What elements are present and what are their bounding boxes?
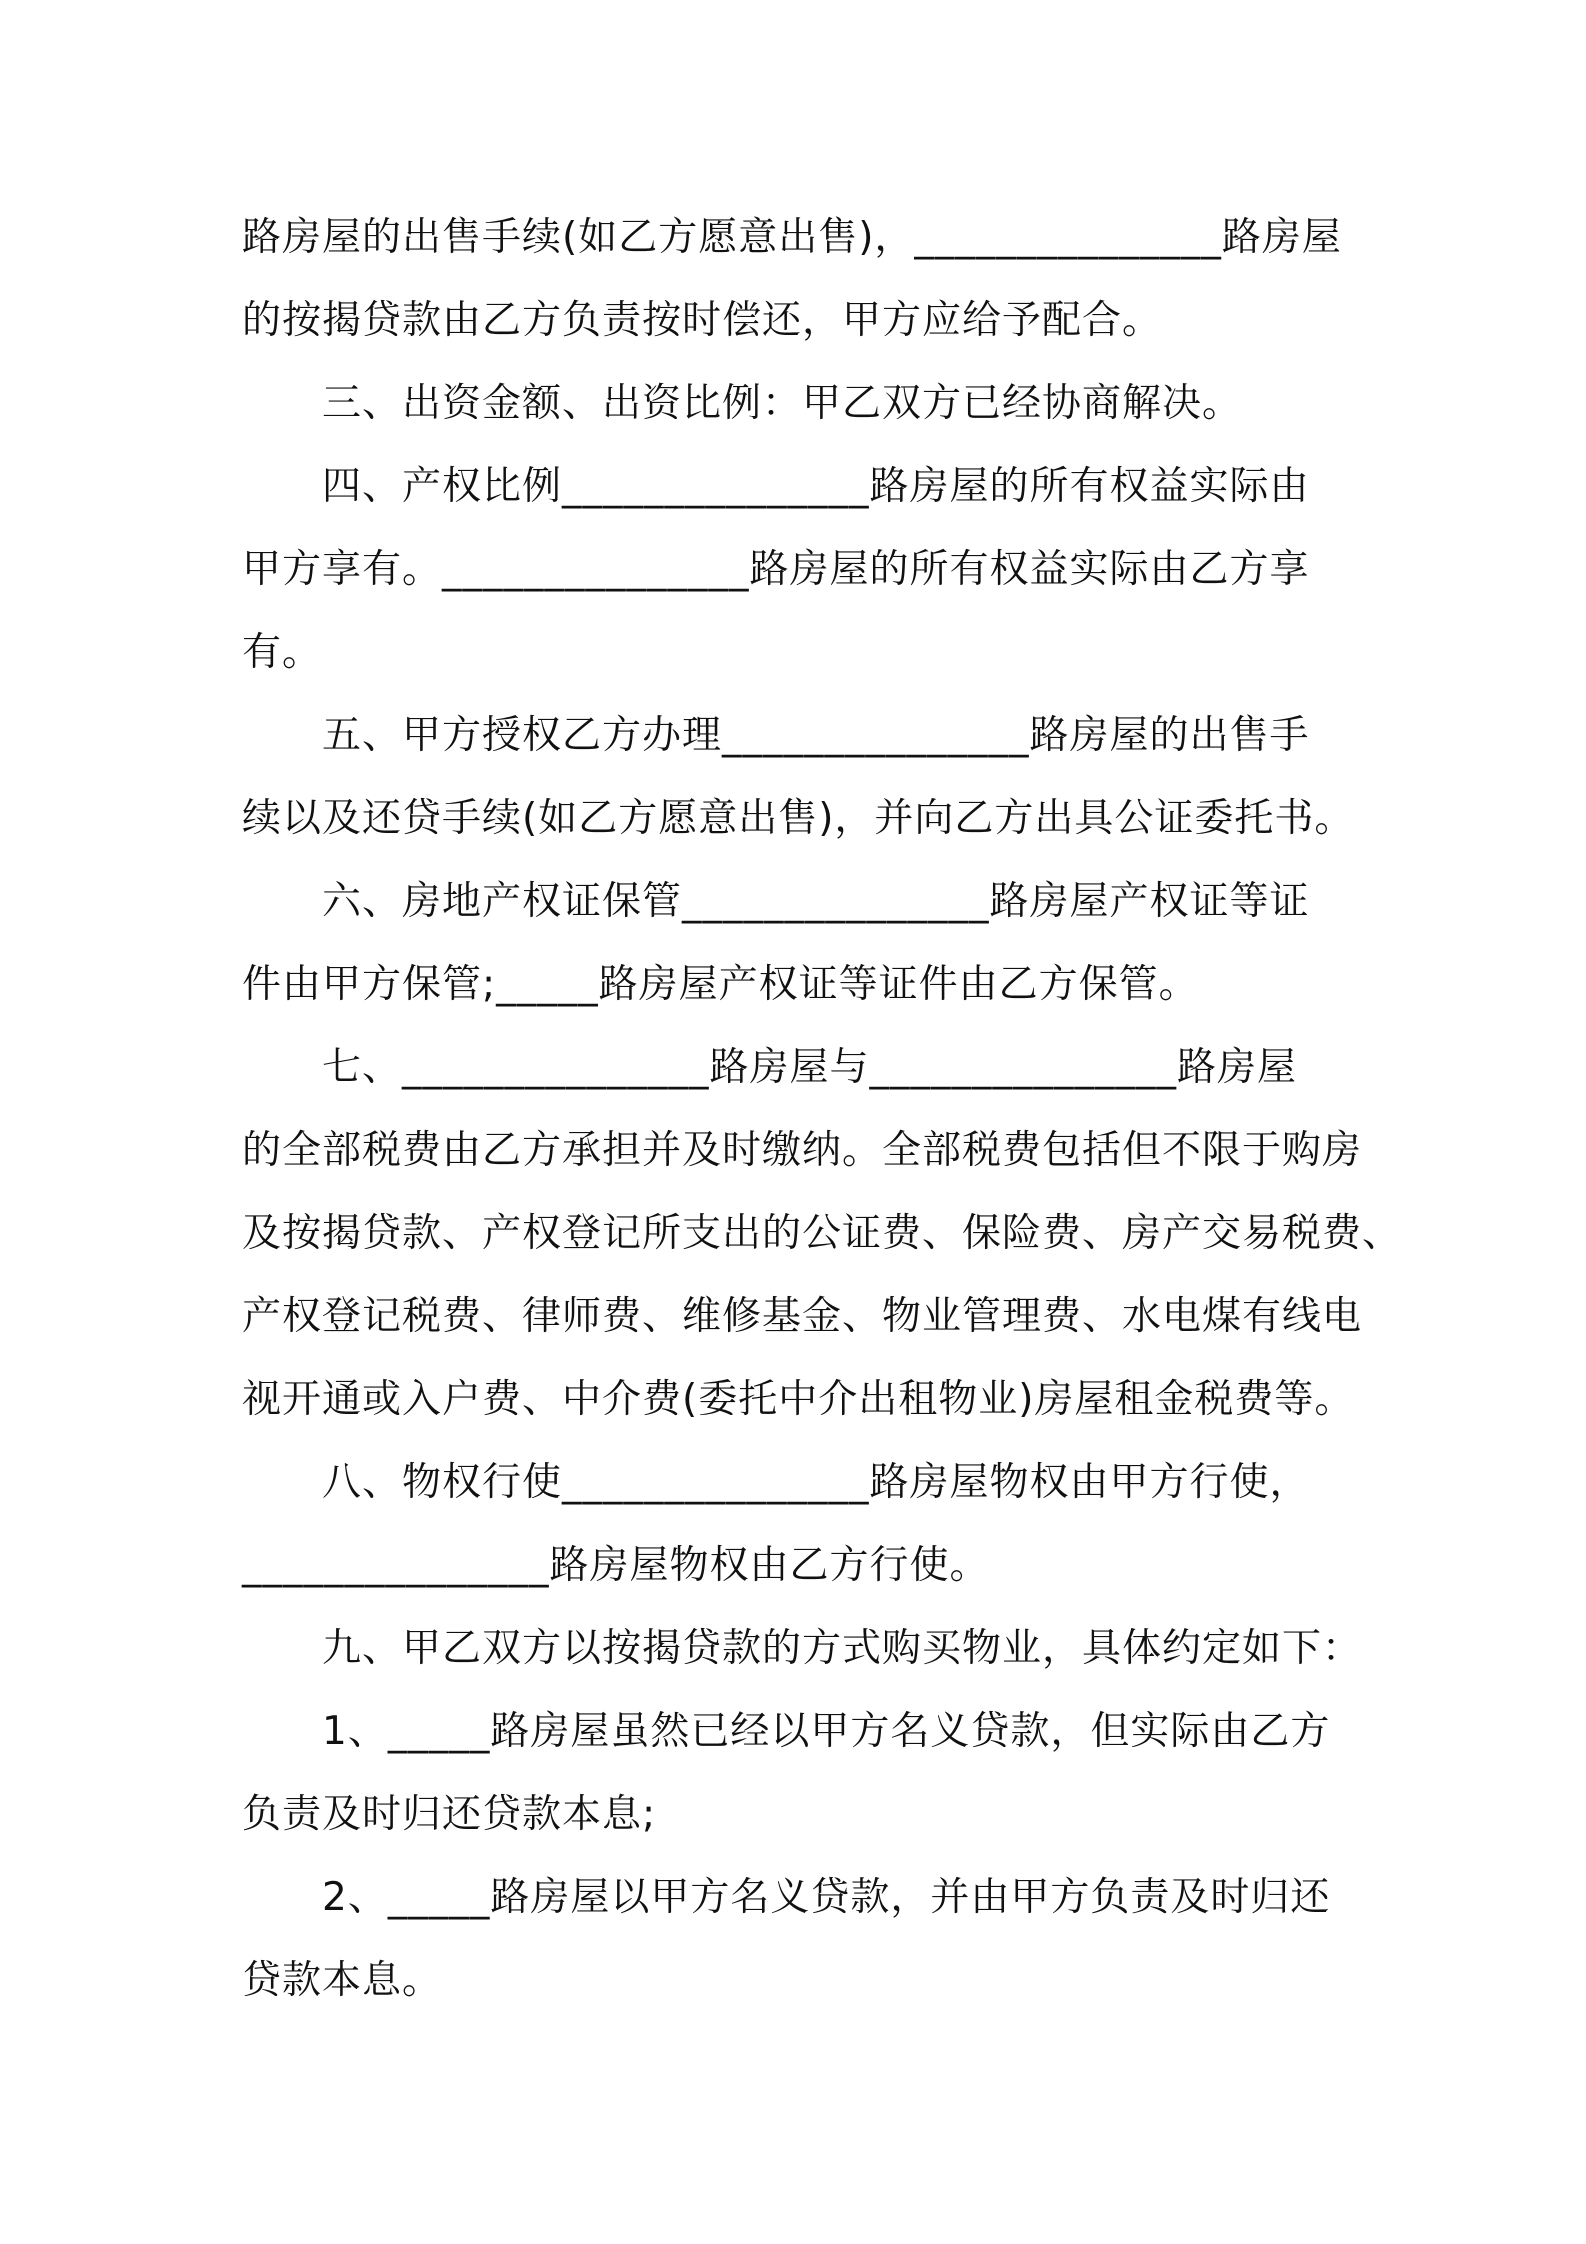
clause-9-item-2 xyxy=(242,1856,1352,2022)
text-line: 贷款本息。 xyxy=(242,1958,443,2003)
text-line: 六、房地产权证保管_______________路房屋产权证等证 xyxy=(322,879,1310,924)
clause-6 xyxy=(242,860,1352,1026)
text-line: 三、出资金额、出资比例：甲乙双方已经协商解决。 xyxy=(322,381,1243,426)
text-line: 的按揭贷款由乙方负责按时偿还，甲方应给予配合。 xyxy=(242,298,1163,343)
text-line: 负责及时归还贷款本息; xyxy=(242,1792,657,1837)
clause-9 xyxy=(242,1607,1363,1690)
text-line: 2、_____路房屋以甲方名义贷款，并由甲方负责及时归还 xyxy=(322,1875,1331,1920)
text-line: 八、物权行使_______________路房屋物权由甲方行使， xyxy=(322,1460,1310,1505)
text-line: 九、甲乙双方以按揭贷款的方式购买物业，具体约定如下： xyxy=(322,1626,1363,1671)
clause-8 xyxy=(242,1441,1352,1607)
text-line: 路房屋的出售手续(如乙方愿意出售)，_______________路房屋 xyxy=(242,215,1342,260)
text-line: 有。 xyxy=(242,630,323,675)
text-line: 视开通或入户费、中介费(委托中介出租物业)房屋租金税费等。 xyxy=(242,1377,1355,1422)
clause-5 xyxy=(242,694,1355,860)
text-line: 续以及还贷手续(如乙方愿意出售)，并向乙方出具公证委托书。 xyxy=(242,796,1355,841)
clause-3 xyxy=(242,362,1352,445)
text-line: 产权登记税费、律师费、维修基金、物业管理费、水电煤有线电 xyxy=(242,1294,1363,1339)
text-line: 1、_____路房屋虽然已经以甲方名义贷款，但实际由乙方 xyxy=(322,1709,1331,1754)
clause-4 xyxy=(242,445,1352,694)
clause-7 xyxy=(242,1026,1403,1441)
document-body xyxy=(242,196,1403,2022)
paragraph-continuation xyxy=(242,196,1352,362)
text-line: 的全部税费由乙方承担并及时缴纳。全部税费包括但不限于购房 xyxy=(242,1128,1363,1173)
text-line: 四、产权比例_______________路房屋的所有权益实际由 xyxy=(322,464,1310,509)
text-line: 七、_______________路房屋与_______________路房屋 xyxy=(322,1045,1298,1090)
text-line: _______________路房屋物权由乙方行使。 xyxy=(242,1543,990,1588)
text-line: 甲方享有。_______________路房屋的所有权益实际由乙方享 xyxy=(242,547,1310,592)
text-line: 件由甲方保管;_____路房屋产权证等证件由乙方保管。 xyxy=(242,962,1199,1007)
text-line: 及按揭贷款、产权登记所支出的公证费、保险费、房产交易税费、 xyxy=(242,1211,1403,1256)
clause-9-item-1 xyxy=(242,1690,1352,1856)
text-line: 五、甲方授权乙方办理_______________路房屋的出售手 xyxy=(322,713,1310,758)
